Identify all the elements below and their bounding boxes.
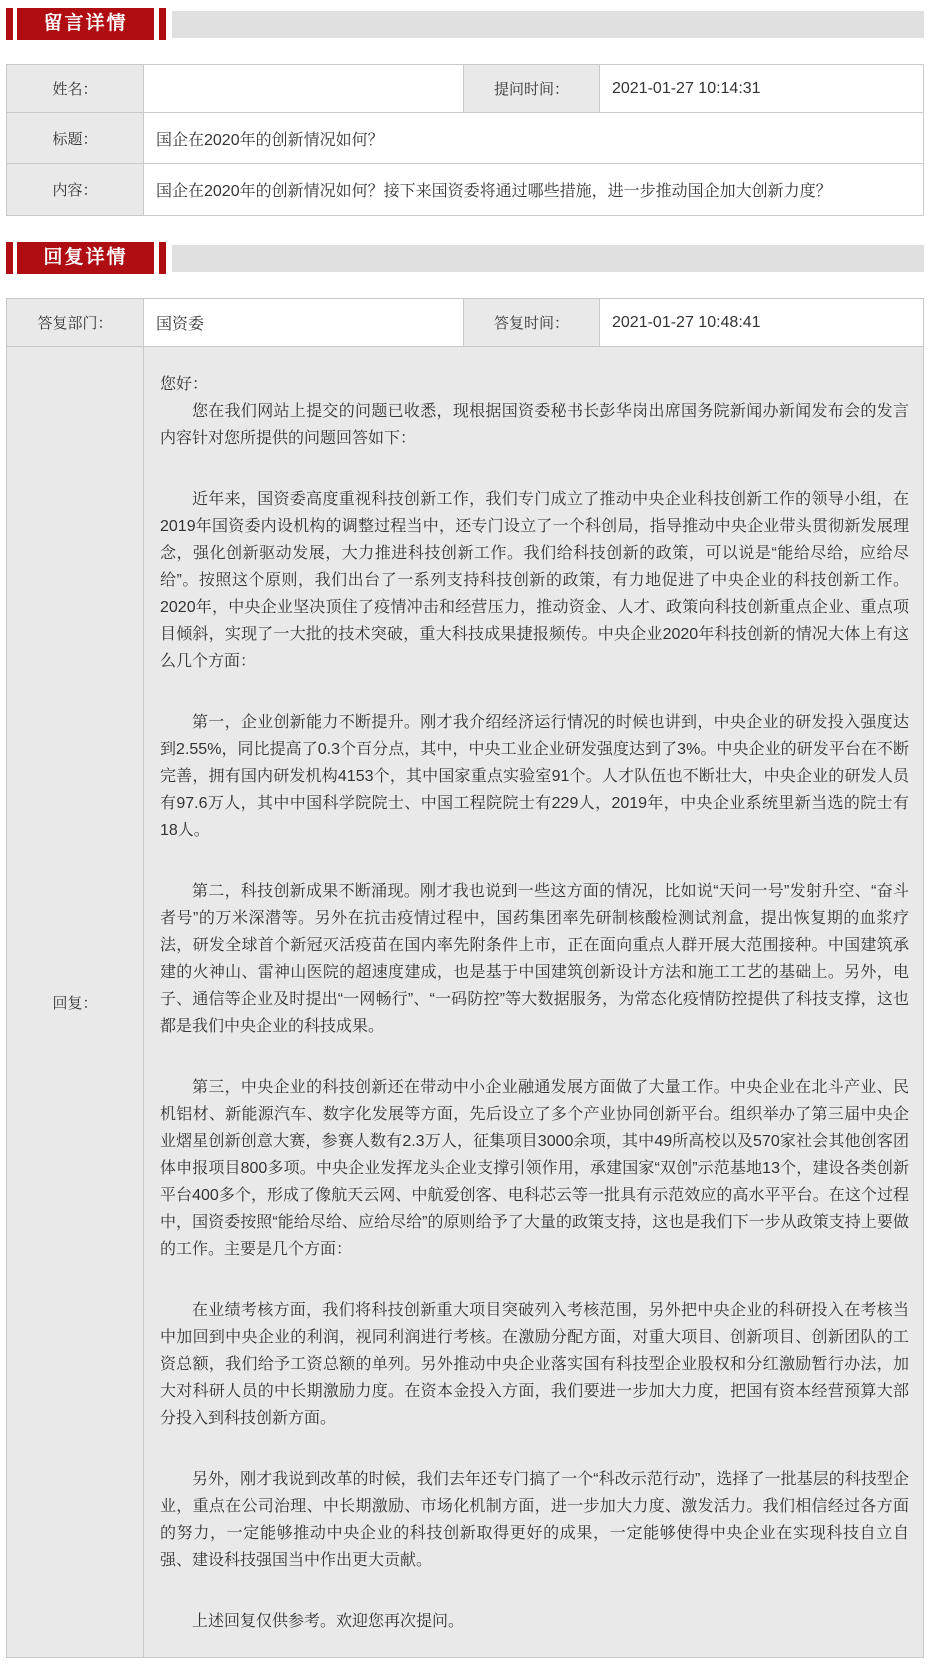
reply-header-title: 回复详情 (17, 242, 154, 274)
reply-paragraph: 另外，刚才我说到改革的时候，我们去年还专门搞了一个“科改示范行动”，选择了一批基层的科技型企业，重点在公司治理、中长期激励、市场化机制方面，进一步加大力度、激发活力。我们相信经过各方面的努力，一定能够推动中央企业的科技创新取得更好的成果，一定能够使得中央企业在实现科技自立自强、建设科技强国当中作出更大贡献。 (160, 1471, 909, 1569)
table-row (7, 299, 924, 347)
title-value: 国企在2020年的创新情况如何？ (144, 113, 924, 164)
message-details-header (6, 8, 924, 40)
reply-paragraph: 第三，中央企业的科技创新还在带动中小企业融通发展方面做了大量工作。中央企业在北斗产业、民机铝材、新能源汽车、数字化发展等方面，先后设立了多个产业协同创新平台。组织举办了第三届中央企业熠星创新创意大赛，参赛人数有2.3万人，征集项目3000余项，其中49所高校以及570家社会其他创客团体申报项目800多项。中央企业发挥龙头企业支撑引领作用，承建国家“双创”示范基地13个，建设各类创新平台400多个，形成了像航天云网、中航爱创客、电科芯云等一批具有示范效应的高水平平台。在这个过程中，国资委按照“能给尽给、应给尽给”的原则给予了大量的政策支持，这也是我们下一步从政策支持上要做的工作。主要是几个方面： (160, 1079, 909, 1258)
header-accent-bar (6, 242, 13, 274)
dept-value: 国资委 (144, 299, 464, 347)
reply-paragraph: 第一，企业创新能力不断提升。刚才我介绍经济运行情况的时候也讲到，中央企业的研发投入强度达到2.55%，同比提高了0.3个百分点，其中，中央工业企业研发强度达到了3%。中央企业的研发平台在不断完善，拥有国内研发机构4153个，其中国家重点实验室91个。人才队伍也不断壮大，中央企业的研发人员有97.6万人，其中中国科学院院士、中国工程院院士有229人，2019年，中央企业系统里新当选的院士有18人。 (160, 714, 909, 839)
reply-paragraph: 上述回复仅供参考。欢迎您再次提问。 (192, 1613, 465, 1630)
reply-row (7, 347, 924, 1658)
table-row (7, 164, 924, 216)
reply-content (144, 347, 924, 1658)
reply-paragraph: 您在我们网站上提交的问题已收悉，现根据国资委秘书长彭华岗出席国务院新闻办新闻发布会的发言内容针对您所提供的问题回答如下： (160, 403, 909, 447)
content-label: 内容： (7, 164, 144, 216)
title-label: 标题： (7, 113, 144, 164)
reply-paragraph: 您好： (160, 376, 209, 393)
ask-time-label: 提问时间： (464, 65, 600, 113)
reply-table (6, 298, 924, 1658)
dept-label: 答复部门： (7, 299, 144, 347)
name-value (144, 65, 464, 113)
header-strip (172, 245, 924, 272)
ask-time-value: 2021-01-27 10:14:31 (600, 65, 924, 113)
table-row (7, 65, 924, 113)
reply-time-value: 2021-01-27 10:48:41 (600, 299, 924, 347)
reply-paragraphs (160, 371, 909, 1635)
content-value: 国企在2020年的创新情况如何？接下来国资委将通过哪些措施，进一步推动国企加大创新力度？ (144, 164, 924, 216)
reply-paragraph: 第二，科技创新成果不断涌现。刚才我也说到一些这方面的情况，比如说“天问一号”发射升空、“奋斗者号”的万米深潜等。另外在抗击疫情过程中，国药集团率先研制核酸检测试剂盒，提出恢复期的血浆疗法，研发全球首个新冠灭活疫苗在国内率先附条件上市，正在面向重点人群开展大范围接种。中国建筑承建的火神山、雷神山医院的超速度建成，也是基于中国建筑创新设计方法和施工工艺的基础上。另外，电子、通信等企业及时提出“一网畅行”、“一码防控”等大数据服务，为常态化疫情防控提供了科技支撑，这也都是我们中央企业的科技成果。 (160, 883, 909, 1035)
table-row (7, 113, 924, 164)
reply-paragraph: 近年来，国资委高度重视科技创新工作，我们专门成立了推动中央企业科技创新工作的领导小组，在2019年国资委内设机构的调整过程当中，还专门设立了一个科创局，指导推动中央企业带头贯彻新发展理念，强化创新驱动发展，大力推进科技创新工作。我们给科技创新的政策，可以说是“能给尽给，应给尽给”。按照这个原则，我们出台了一系列支持科技创新的政策，有力地促进了中央企业的科技创新工作。2020年，中央企业坚决顶住了疫情冲击和经营压力，推动资金、人才、政策向科技创新重点企业、重点项目倾斜，实现了一大批的技术突破，重大科技成果捷报频传。中央企业2020年科技创新的情况大体上有这么几个方面： (160, 491, 909, 670)
header-accent-bar (159, 242, 166, 274)
name-label: 姓名： (7, 65, 144, 113)
message-header-title: 留言详情 (17, 8, 154, 40)
header-strip (172, 11, 924, 38)
reply-label: 回复： (7, 347, 144, 1658)
message-table (6, 64, 924, 216)
reply-time-label: 答复时间： (464, 299, 600, 347)
header-accent-bar (6, 8, 13, 40)
reply-details-header (6, 242, 924, 274)
header-accent-bar (159, 8, 166, 40)
reply-paragraph: 在业绩考核方面，我们将科技创新重大项目突破列入考核范围，另外把中央企业的科研投入在考核当中加回到中央企业的利润，视同利润进行考核。在激励分配方面，对重大项目、创新项目、创新团队的工资总额，我们给予工资总额的单列。另外推动中央企业落实国有科技型企业股权和分红激励暂行办法，加大对科研人员的中长期激励力度。在资本金投入方面，我们要进一步加大力度，把国有资本经营预算大部分投入到科技创新方面。 (160, 1302, 909, 1427)
